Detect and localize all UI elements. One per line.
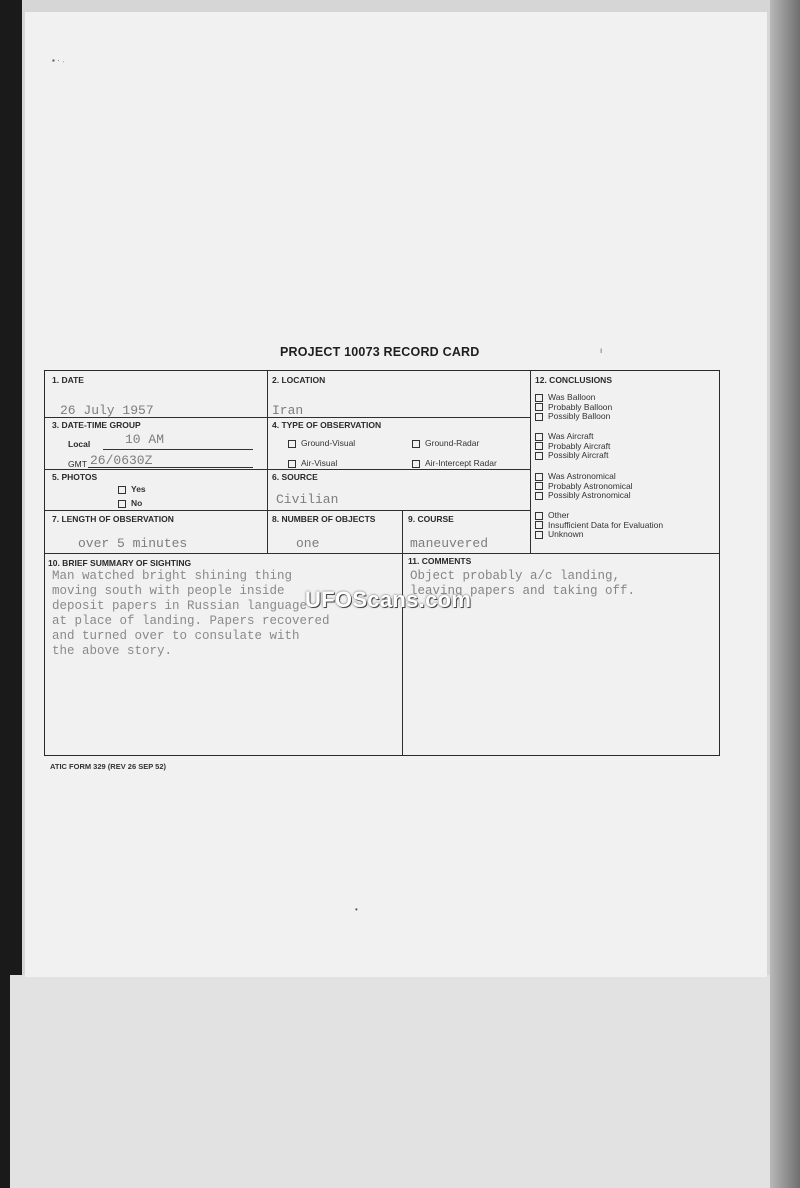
photos-yes-option: Yes	[118, 484, 146, 494]
form-number: ATIC FORM 329 (REV 26 SEP 52)	[50, 762, 167, 771]
scan-edge-right	[770, 0, 800, 1188]
conclusion-item: Unknown	[535, 530, 663, 540]
dtg-local-value: 10 AM	[125, 432, 165, 447]
checkbox-icon	[535, 531, 543, 539]
conclusion-item: Other	[535, 511, 663, 521]
conclusion-group-aircraft	[535, 432, 610, 461]
checkbox-icon	[535, 521, 543, 529]
conclusion-item: Possibly Aircraft	[535, 451, 610, 461]
num-objects-label: 8. NUMBER OF OBJECTS	[272, 514, 376, 524]
observation-type-label: 4. TYPE OF OBSERVATION	[272, 420, 382, 430]
ground-visual-option: Ground-Visual	[288, 438, 355, 448]
dtg-gmt-label: GMT	[68, 459, 87, 469]
checkbox-icon	[118, 500, 126, 508]
checkbox-icon	[535, 492, 543, 500]
checkbox-icon	[535, 442, 543, 450]
scan-speck: •	[355, 905, 358, 914]
checkbox-icon	[535, 413, 543, 421]
course-label: 9. COURSE	[408, 514, 454, 524]
photos-label: 5. PHOTOS	[52, 472, 98, 482]
dtg-gmt-value: 26/0630Z	[90, 453, 153, 468]
conclusion-item: Probably Balloon	[535, 403, 612, 413]
date-label: 1. DATE	[52, 375, 84, 385]
conclusion-item: Insufficient Data for Evaluation	[535, 521, 663, 531]
checkbox-icon	[288, 460, 296, 468]
summary-text: Man watched bright shining thing moving south with people inside deposit papers in Russian language at place of landing. Papers recovered and turned over to consulate with the above story.	[52, 569, 330, 658]
conclusion-item: Was Aircraft	[535, 432, 610, 442]
length-value: over 5 minutes	[78, 536, 188, 551]
course-value: maneuvered	[410, 536, 489, 551]
checkbox-icon	[535, 452, 543, 460]
air-intercept-option: Air-Intercept Radar	[412, 458, 497, 468]
conclusion-item: Was Balloon	[535, 393, 612, 403]
dtg-label: 3. DATE-TIME GROUP	[52, 420, 141, 430]
comments-label: 11. COMMENTS	[408, 556, 472, 566]
conclusion-group-astronomical	[535, 472, 633, 501]
lower-sheet	[10, 975, 770, 1188]
checkbox-icon	[118, 486, 126, 494]
scan-speck: ▪ · ˒	[52, 56, 65, 65]
length-label: 7. LENGTH OF OBSERVATION	[52, 514, 174, 524]
checkbox-icon	[412, 460, 420, 468]
ground-radar-option: Ground-Radar	[412, 438, 479, 448]
checkbox-icon	[288, 440, 296, 448]
conclusion-item: Probably Astronomical	[535, 482, 633, 492]
conclusion-item: Possibly Astronomical	[535, 491, 633, 501]
summary-label: 10. BRIEF SUMMARY OF SIGHTING	[48, 558, 192, 568]
conclusion-group-other	[535, 511, 663, 540]
dtg-local-label: Local	[68, 439, 91, 449]
source-value: Civilian	[276, 492, 339, 507]
watermark: UFOScans.com	[305, 587, 472, 612]
conclusion-group-balloon	[535, 393, 612, 422]
photos-no-option: No	[118, 498, 142, 508]
checkbox-icon	[412, 440, 420, 448]
checkbox-icon	[535, 403, 543, 411]
checkbox-icon	[535, 482, 543, 490]
conclusion-item: Probably Aircraft	[535, 442, 610, 452]
air-visual-option: Air-Visual	[288, 458, 337, 468]
location-label: 2. LOCATION	[272, 375, 326, 385]
location-value: Iran	[272, 403, 304, 418]
conclusion-item: Was Astronomical	[535, 472, 633, 482]
card-title: PROJECT 10073 RECORD CARD	[280, 345, 480, 359]
conclusions-label: 12. CONCLUSIONS	[535, 375, 612, 385]
checkbox-icon	[535, 394, 543, 402]
comments-text: Object probably a/c landing, leaving papers and taking off.	[410, 569, 636, 598]
date-value: 26 July 1957	[60, 403, 154, 418]
checkbox-icon	[535, 473, 543, 481]
source-label: 6. SOURCE	[272, 472, 318, 482]
checkbox-icon	[535, 433, 543, 441]
checkbox-icon	[535, 512, 543, 520]
num-objects-value: one	[296, 536, 320, 551]
scan-speck: ı	[600, 346, 603, 355]
conclusion-item: Possibly Balloon	[535, 412, 612, 422]
